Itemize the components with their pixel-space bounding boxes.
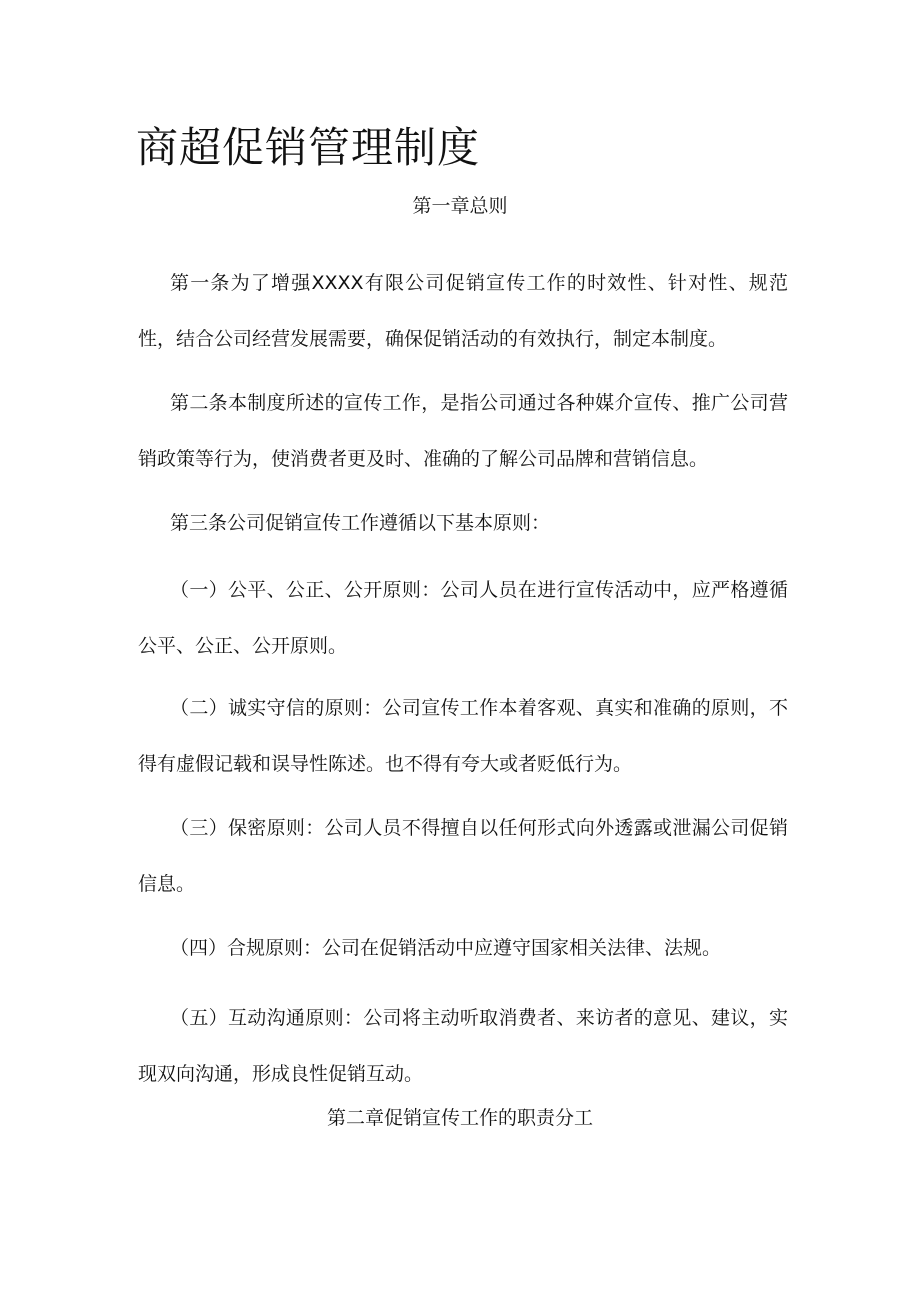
chapter-heading-1: 第一章总则 — [412, 195, 508, 217]
chapter-heading-2: 第二章促销宣传工作的职责分工 — [326, 1107, 593, 1129]
article-2: 第二条本制度所述的宣传工作，是指公司通过各种媒介宣传、推广公司营销政策等行为，使消费者更及时、准确的了解公司品牌和营销信息。 — [138, 392, 788, 470]
principle-5: （五）互动沟通原则：公司将主动听取消费者、来访者的意见、建议，实现双向沟通，形成良性促销互动。 — [138, 1007, 788, 1085]
principle-1: （一）公平、公正、公开原则：公司人员在进行宣传活动中，应严格遵循公平、公正、公开原则。 — [138, 579, 788, 657]
article-3: 第三条公司促销宣传工作遵循以下基本原则： — [170, 512, 551, 534]
principle-3: （三）保密原则：公司人员不得擅自以任何形式向外透露或泄漏公司促销信息。 — [138, 817, 788, 895]
principle-2: （二）诚实守信的原则：公司宣传工作本着客观、真实和准确的原则，不得有虚假记载和误导性陈述。也不得有夸大或者贬低行为。 — [138, 697, 788, 775]
principle-4: （四）合规原则：公司在促销活动中应遵守国家相关法律、法规。 — [170, 937, 722, 959]
document-title: 商超促销管理制度 — [136, 123, 481, 172]
article-1: 第一条为了增强XXXX有限公司促销宣传工作的时效性、针对性、规范性，结合公司经营发展需要，确保促销活动的有效执行，制定本制度。 — [138, 272, 788, 350]
